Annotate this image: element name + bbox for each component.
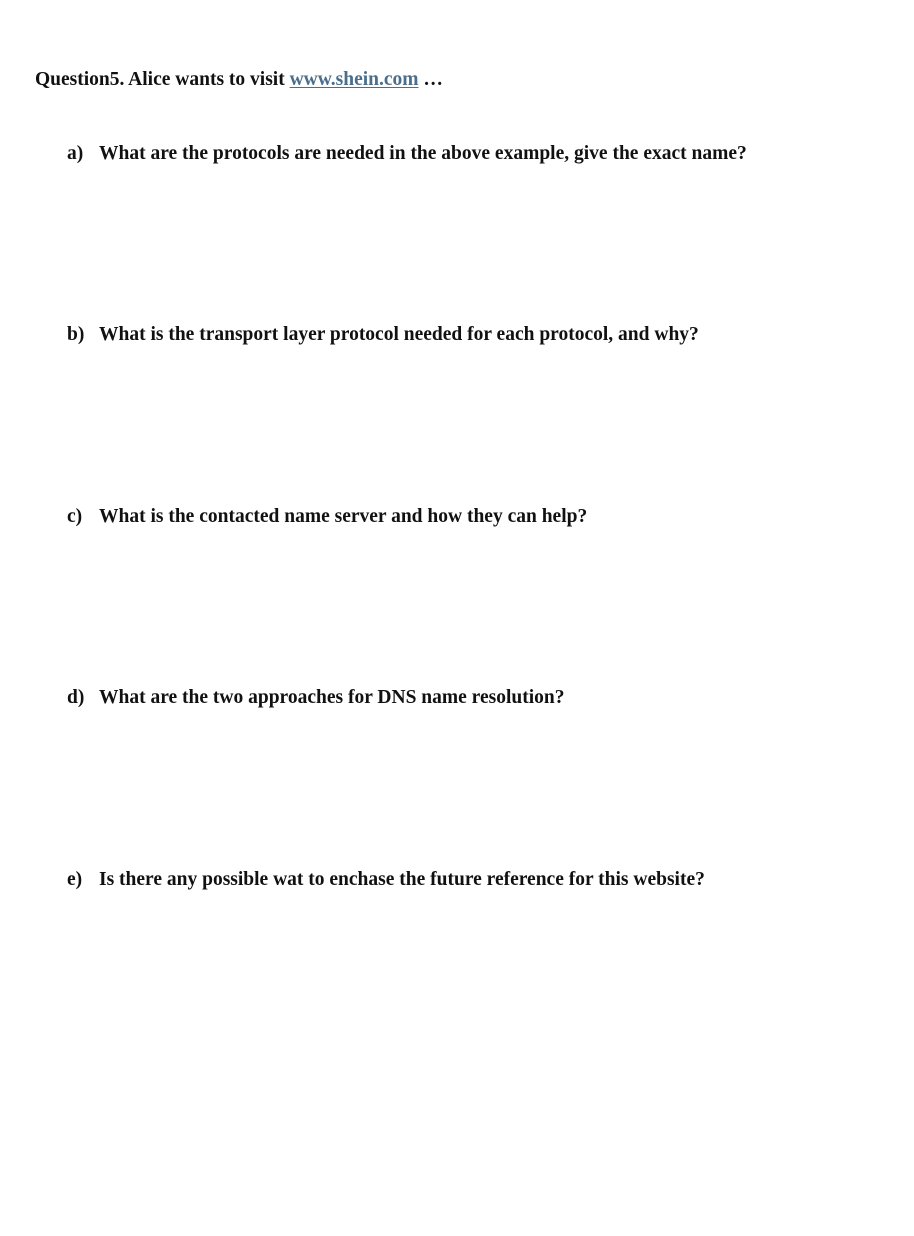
question-title-prefix: Question5. Alice wants to visit [35,69,290,90]
question-title-suffix: … [418,69,443,90]
sub-question-letter: a) [67,143,84,164]
sub-question-text: What are the two approaches for DNS name resolution? [99,687,565,708]
sub-question-d [67,686,564,710]
shein-link[interactable]: www.shein.com [289,69,419,90]
sub-question-text: What is the transport layer protocol needed for each protocol, and why? [99,324,699,345]
sub-question-text: Is there any possible wat to enchase the future reference for this website? [99,869,705,890]
sub-question-text: What is the contacted name server and how they can help? [99,506,588,527]
sub-question-letter: d) [67,687,85,708]
sub-question-a [67,142,747,166]
sub-question-c [67,505,587,529]
sub-question-b [67,323,699,347]
sub-question-e [67,868,705,892]
question-title [35,68,443,92]
sub-question-letter: c) [67,506,83,527]
sub-question-letter: b) [67,324,85,345]
sub-question-text: What are the protocols are needed in the above example, give the exact name? [99,143,747,164]
sub-question-letter: e) [67,869,83,890]
